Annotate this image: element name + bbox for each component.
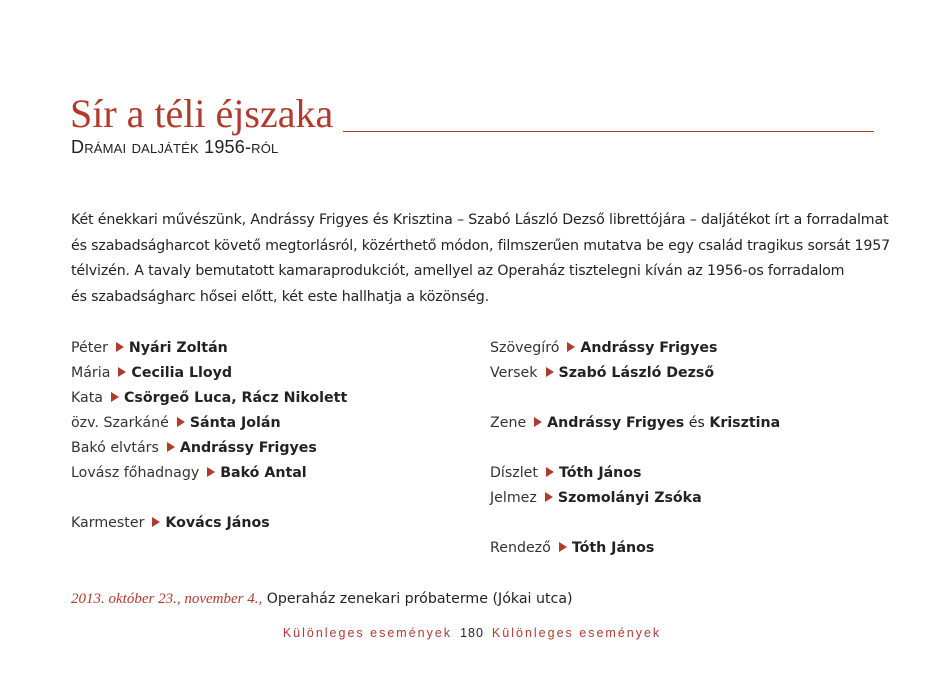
arrow-right-icon	[546, 367, 554, 377]
cast-row	[71, 461, 347, 486]
crew-role: Zene	[490, 415, 527, 431]
crew-row	[490, 461, 780, 486]
cast-row	[71, 336, 347, 361]
arrow-right-icon	[177, 417, 185, 427]
crew-name: Tóth János	[571, 540, 655, 556]
cast-row	[71, 361, 347, 386]
cast-row	[71, 386, 347, 411]
arrow-right-icon	[546, 467, 554, 477]
cast-role: Mária	[71, 365, 111, 381]
conductor-role: Karmester	[71, 515, 145, 531]
conductor-name: Kovács János	[165, 515, 270, 531]
cast-name: Sánta Jolán	[189, 415, 281, 431]
intro-paragraph	[71, 208, 890, 310]
crew-name: Krisztina	[709, 415, 781, 431]
crew-role: Díszlet	[490, 465, 538, 481]
crew-row	[490, 486, 780, 511]
crew-role: Jelmez	[490, 490, 537, 506]
arrow-right-icon	[207, 467, 215, 477]
arrow-right-icon	[111, 392, 119, 402]
crew-row	[490, 361, 780, 386]
spacer	[490, 511, 780, 536]
crew-row	[490, 536, 780, 561]
cast-row	[71, 436, 347, 461]
crew-conjunction: és	[688, 415, 705, 431]
intro-line: és szabadságharc hősei előtt, két este hallhatja a közönség.	[71, 288, 489, 305]
crew-name: Andrássy Frigyes	[547, 415, 685, 431]
crew-role: Versek	[490, 365, 538, 381]
crew-row	[490, 336, 780, 361]
crew-column	[490, 336, 780, 561]
crew-role: Szövegíró	[490, 340, 560, 356]
arrow-right-icon	[545, 492, 553, 502]
conductor-row	[71, 511, 347, 536]
crew-name: Tóth János	[558, 465, 642, 481]
intro-line: télvizén. A tavaly bemutatott kamaraprodukciót, amellyel az Operaház tisztelegni kíván az 1956-os forradalom	[71, 263, 845, 279]
crew-row	[490, 411, 780, 436]
cast-name: Nyári Zoltán	[128, 340, 228, 356]
arrow-right-icon	[116, 342, 124, 352]
performance-dates: 2013. október 23., november 4.,	[71, 591, 263, 607]
performance-venue: Operaház zenekari próbaterme (Jókai utca)	[266, 591, 573, 607]
arrow-right-icon	[559, 542, 567, 552]
cast-name: Csörgeő Luca, Rácz Nikolett	[124, 390, 348, 406]
page-number: 180	[460, 626, 484, 640]
arrow-right-icon	[534, 417, 542, 427]
crew-name: Szomolányi Zsóka	[557, 490, 702, 506]
footer-section-left: Különleges események	[282, 626, 453, 640]
title-row	[70, 92, 874, 136]
page-title: Sír a téli éjszaka	[70, 91, 334, 136]
cast-role: özv. Szarkáné	[71, 415, 169, 431]
arrow-right-icon	[167, 442, 175, 452]
cast-role: Lovász főhadnagy	[71, 465, 200, 481]
cast-role: Bakó elvtárs	[71, 440, 159, 456]
arrow-right-icon	[152, 517, 160, 527]
crew-name: Andrássy Frigyes	[580, 340, 718, 356]
spacer	[71, 486, 347, 511]
intro-line: és szabadságharcot követő megtorlásról, közérthető módon, filmszerűen mutatva be egy család tragikus sorsát 1957	[71, 237, 890, 254]
cast-row	[71, 411, 347, 436]
cast-role: Péter	[71, 340, 108, 356]
page-footer	[0, 626, 944, 640]
cast-name: Bakó Antal	[220, 465, 307, 481]
cast-name: Andrássy Frigyes	[179, 440, 317, 456]
cast-role: Kata	[71, 390, 104, 406]
page-subtitle: Drámai daljáték 1956-ról	[71, 137, 279, 157]
arrow-right-icon	[118, 367, 126, 377]
footer-section-right: Különleges események	[491, 626, 662, 640]
cast-name: Cecilia Lloyd	[131, 365, 233, 381]
crew-name: Szabó László Dezső	[558, 365, 715, 381]
cast-column	[71, 336, 347, 536]
arrow-right-icon	[567, 342, 575, 352]
spacer	[490, 386, 780, 411]
title-underline-rule	[343, 131, 874, 132]
crew-role: Rendező	[490, 540, 551, 556]
performance-info	[71, 587, 573, 612]
spacer	[490, 436, 780, 461]
intro-line: Két énekkari művészünk, Andrássy Frigyes és Krisztina – Szabó László Dezső librettójára – daljátékot írt a forradalmat	[71, 212, 889, 228]
